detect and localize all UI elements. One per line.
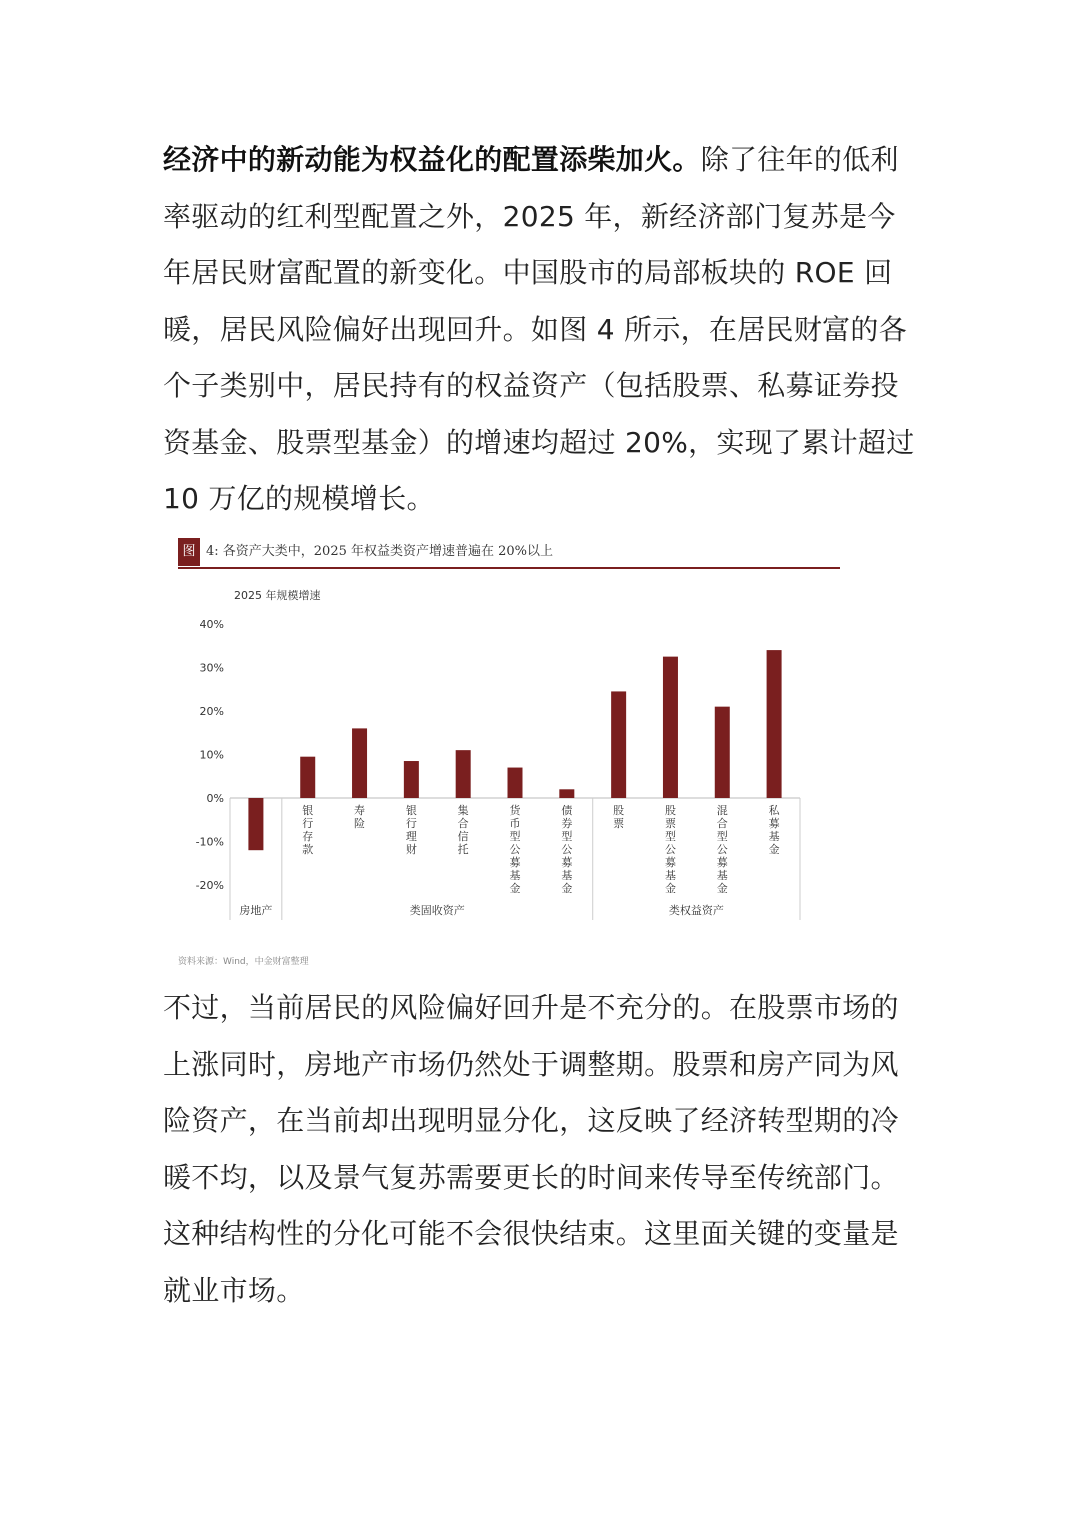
bar — [767, 650, 782, 798]
y-tick-label: 40% — [199, 618, 224, 631]
bar — [611, 691, 626, 798]
bar — [248, 798, 263, 850]
x-tick-label: 货币型公募基金 — [509, 804, 521, 895]
bar — [663, 657, 678, 798]
bar — [715, 707, 730, 798]
x-tick-label: 集合信托 — [457, 804, 469, 856]
paragraph-1 — [163, 132, 923, 528]
figure-source: 资料来源：Wind，中金财富整理 — [178, 957, 309, 967]
bar — [352, 728, 367, 798]
x-tick-label: 混合型公募基金 — [716, 804, 728, 895]
x-tick-label: 股票 — [613, 804, 625, 830]
group-label: 类固收资产 — [409, 904, 465, 917]
x-tick-label: 股票型公募基金 — [664, 804, 676, 895]
y-tick-label: 20% — [199, 705, 224, 718]
y-tick-label: 0% — [206, 792, 224, 805]
x-tick-label: 债券型公募基金 — [561, 804, 573, 895]
paragraph-2-body: 不过，当前居民的风险偏好回升是不充分的。在股票市场的上涨同时，房地产市场仍然处于调整期。股票和房产同为风险资产，在当前却出现明显分化，这反映了经济转型期的冷暖不均，以及景气复苏需要更长的时间来传导至传统部门。这种结构性的分化可能不会很快结束。这里面关键的变量是就业市场。 — [163, 991, 899, 1307]
bar — [300, 757, 315, 798]
figure-title-rule — [178, 567, 840, 569]
figure-title: 4: 各资产大类中，2025 年权益类资产增速普遍在 20%以上 — [206, 544, 554, 559]
y-tick-label: -10% — [195, 835, 224, 849]
y-tick-label: -20% — [195, 879, 224, 892]
group-label: 类权益资产 — [668, 904, 724, 917]
paragraph-1-body: 除了往年的低利率驱动的红利型配置之外，2025 年，新经济部门复苏是今年居民财富配置的新变化。中国股市的局部板块的 ROE 回暖，居民风险偏好出现回升。如图 4 所示，在居民财富的各个子类别中，居民持有的权益资产（包括股票、私募证券投资基金、股票型基金）的增速均超过 20%，实现了累计超过 10 万亿的规模增长。 — [163, 143, 915, 515]
y-tick-label: 30% — [199, 661, 224, 675]
bar — [456, 750, 471, 798]
group-label: 房地产 — [239, 904, 273, 917]
x-tick-label: 寿险 — [354, 804, 366, 830]
x-tick-label: 银行存款 — [302, 804, 314, 856]
x-tick-label: 银行理财 — [405, 804, 417, 856]
figure-label: 图 — [178, 538, 200, 566]
bar — [404, 761, 419, 798]
bar — [559, 789, 574, 798]
x-tick-label: 私募基金 — [768, 804, 780, 856]
y-axis-label: 2025 年规模增速 — [234, 589, 321, 602]
y-tick-label: 10% — [199, 748, 224, 762]
paragraph-1-lead: 经济中的新动能为权益化的配置添柴加火。 — [163, 143, 701, 176]
paragraph-2 — [163, 980, 923, 1319]
bar-chart — [170, 575, 810, 935]
bar — [508, 768, 523, 798]
